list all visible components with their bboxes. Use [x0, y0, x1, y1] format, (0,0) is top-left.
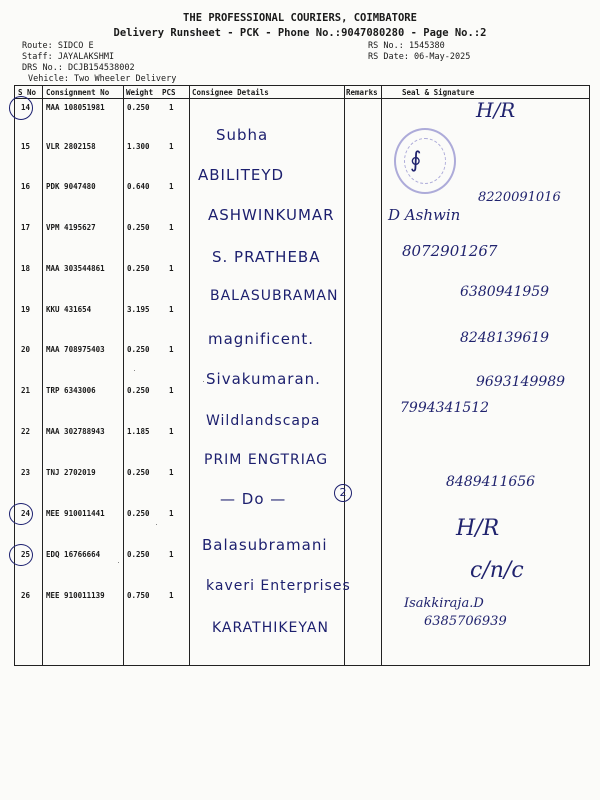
row-sno: 18: [21, 264, 31, 273]
row-weight: 0.640: [127, 182, 150, 191]
handwritten-consignee: S. PRATHEBA: [212, 248, 321, 266]
scan-speck: [203, 381, 204, 382]
row-weight: 3.195: [127, 305, 150, 314]
row-sno: 16: [21, 182, 31, 191]
row-consignment: MAA 708975403: [46, 345, 105, 354]
col-pcs: PCS: [162, 88, 176, 97]
table-row: [15, 509, 589, 529]
row-consignment: VPM 4195627: [46, 223, 96, 232]
col-consignment: Consignment No: [46, 88, 110, 97]
table-row: [15, 142, 589, 162]
column-divider: [123, 86, 124, 665]
drs-label: DRS No.: DCJB154538002: [22, 63, 135, 73]
handwritten-phone: 6380941959: [460, 284, 550, 300]
handwritten-phone: 6385706939: [424, 614, 507, 629]
handwritten-phone: 8072901267: [402, 242, 498, 260]
row-consignment: TNJ 2702019: [46, 468, 96, 477]
handwritten-consignee: kaveri Enterprises: [206, 578, 351, 594]
row-weight: 0.750: [127, 591, 150, 600]
row-weight: 0.250: [127, 550, 150, 559]
row-pcs: 1: [169, 103, 174, 112]
sno-circle-mark: [9, 96, 33, 120]
row-consignment: MEE 910011441: [46, 509, 105, 518]
sno-circle-mark: [9, 503, 33, 525]
handwritten-phone: 9693149989: [476, 374, 566, 390]
handwritten-phone: 7994341512: [400, 400, 490, 416]
handwritten-phone: 8248139619: [460, 330, 550, 346]
runsheet-subtitle: Delivery Runsheet - PCK - Phone No.:9047080280 - Page No.:2: [113, 27, 487, 39]
row-pcs: 1: [169, 264, 174, 273]
vehicle-label: Vehicle: Two Wheeler Delivery: [28, 74, 177, 84]
row-consignment: MAA 108051981: [46, 103, 105, 112]
handwritten-consignee: Wildlandscapa: [206, 413, 321, 429]
row-weight: 1.185: [127, 427, 150, 436]
table-row: [15, 223, 589, 243]
col-remarks: Remarks: [346, 88, 378, 97]
row-sno: 14: [21, 103, 31, 112]
col-seal-signature: Seal & Signature: [402, 88, 475, 97]
row-consignment: VLR 2802158: [46, 142, 96, 151]
handwritten-phone: 8220091016: [478, 190, 561, 205]
row-consignment: PDK 9047480: [46, 182, 96, 191]
company-seal-stamp: [394, 128, 456, 194]
column-divider: [189, 86, 190, 665]
row-consignment: EDQ 16766664: [46, 550, 101, 559]
staff-label: Staff: JAYALAKSHMI: [22, 52, 115, 62]
row-weight: 0.250: [127, 264, 150, 273]
row-consignment: KKU 431654: [46, 305, 92, 314]
row-sno: 21: [21, 386, 31, 395]
ditto-circled-mark: 2: [334, 484, 352, 502]
row-sno: 15: [21, 142, 31, 151]
table-row: [15, 264, 589, 284]
row-weight: 0.250: [127, 223, 150, 232]
handwritten-consignee: BALASUBRAMAN: [210, 288, 339, 304]
row-consignment: MAA 303544861: [46, 264, 105, 273]
table-row: [15, 591, 589, 611]
row-weight: 0.250: [127, 468, 150, 477]
scan-speck: [156, 524, 157, 525]
row-sno: 23: [21, 468, 31, 477]
row-weight: 0.250: [127, 103, 150, 112]
route-label: Route: SIDCO E: [22, 41, 94, 51]
row-pcs: 1: [169, 223, 174, 232]
rs-number: RS No.: 1545380: [368, 41, 445, 51]
row-pcs: 1: [169, 509, 174, 518]
company-title: THE PROFESSIONAL COURIERS, COIMBATORE: [183, 12, 417, 24]
row-sno: 17: [21, 223, 31, 232]
handwritten-consignee: — Do —: [220, 490, 287, 508]
handwritten-consignee: Balasubramani: [202, 536, 328, 554]
row-pcs: 1: [169, 468, 174, 477]
sno-circle-mark: [9, 544, 33, 566]
handwritten-consignee: magnificent.: [208, 330, 315, 348]
row-sno: 22: [21, 427, 31, 436]
handwritten-consignee: ABILITEYD: [198, 166, 285, 184]
row-pcs: 1: [169, 386, 174, 395]
col-consignee: Consignee Details: [192, 88, 269, 97]
handwritten-consignee: Sivakumaran.: [206, 370, 321, 388]
handwritten-signature: D Ashwin: [388, 206, 461, 224]
row-sno: 20: [21, 345, 31, 354]
column-divider: [381, 86, 382, 665]
row-sno: 24: [21, 509, 31, 518]
row-pcs: 1: [169, 427, 174, 436]
row-sno: 26: [21, 591, 31, 600]
row-consignment: MEE 910011139: [46, 591, 105, 600]
column-divider: [42, 86, 43, 665]
row-pcs: 1: [169, 550, 174, 559]
scan-speck: [134, 370, 135, 371]
row-weight: 1.300: [127, 142, 150, 151]
col-weight: Weight: [126, 88, 154, 97]
row-pcs: 1: [169, 305, 174, 314]
handwritten-signature: H/R: [476, 98, 516, 122]
handwritten-signature: H/R: [456, 516, 500, 541]
col-sno: S No: [18, 88, 37, 97]
table-row: [15, 427, 589, 447]
handwritten-remark: c/n/c: [470, 558, 524, 583]
handwritten-consignee: Subha: [216, 126, 269, 144]
row-consignment: TRP 6343006: [46, 386, 96, 395]
row-pcs: 1: [169, 591, 174, 600]
row-weight: 0.250: [127, 509, 150, 518]
row-pcs: 1: [169, 345, 174, 354]
row-consignment: MAA 302788943: [46, 427, 105, 436]
row-weight: 0.250: [127, 386, 150, 395]
handwritten-signature: Isakkiraja.D: [404, 596, 484, 611]
scan-speck: [118, 562, 119, 563]
row-pcs: 1: [169, 142, 174, 151]
handwritten-consignee: PRIM ENGTRIAG: [204, 452, 329, 468]
row-pcs: 1: [169, 182, 174, 191]
rs-date: RS Date: 06-May-2025: [368, 52, 471, 62]
handwritten-phone: 8489411656: [446, 474, 536, 490]
row-sno: 19: [21, 305, 31, 314]
handwritten-consignee: ASHWINKUMAR: [208, 206, 335, 224]
table-row: [15, 305, 589, 325]
row-weight: 0.250: [127, 345, 150, 354]
handwritten-consignee: KARATHIKEYAN: [212, 620, 329, 636]
signature-scribble: ∮: [410, 148, 422, 173]
row-sno: 25: [21, 550, 31, 559]
table-row: [15, 345, 589, 365]
